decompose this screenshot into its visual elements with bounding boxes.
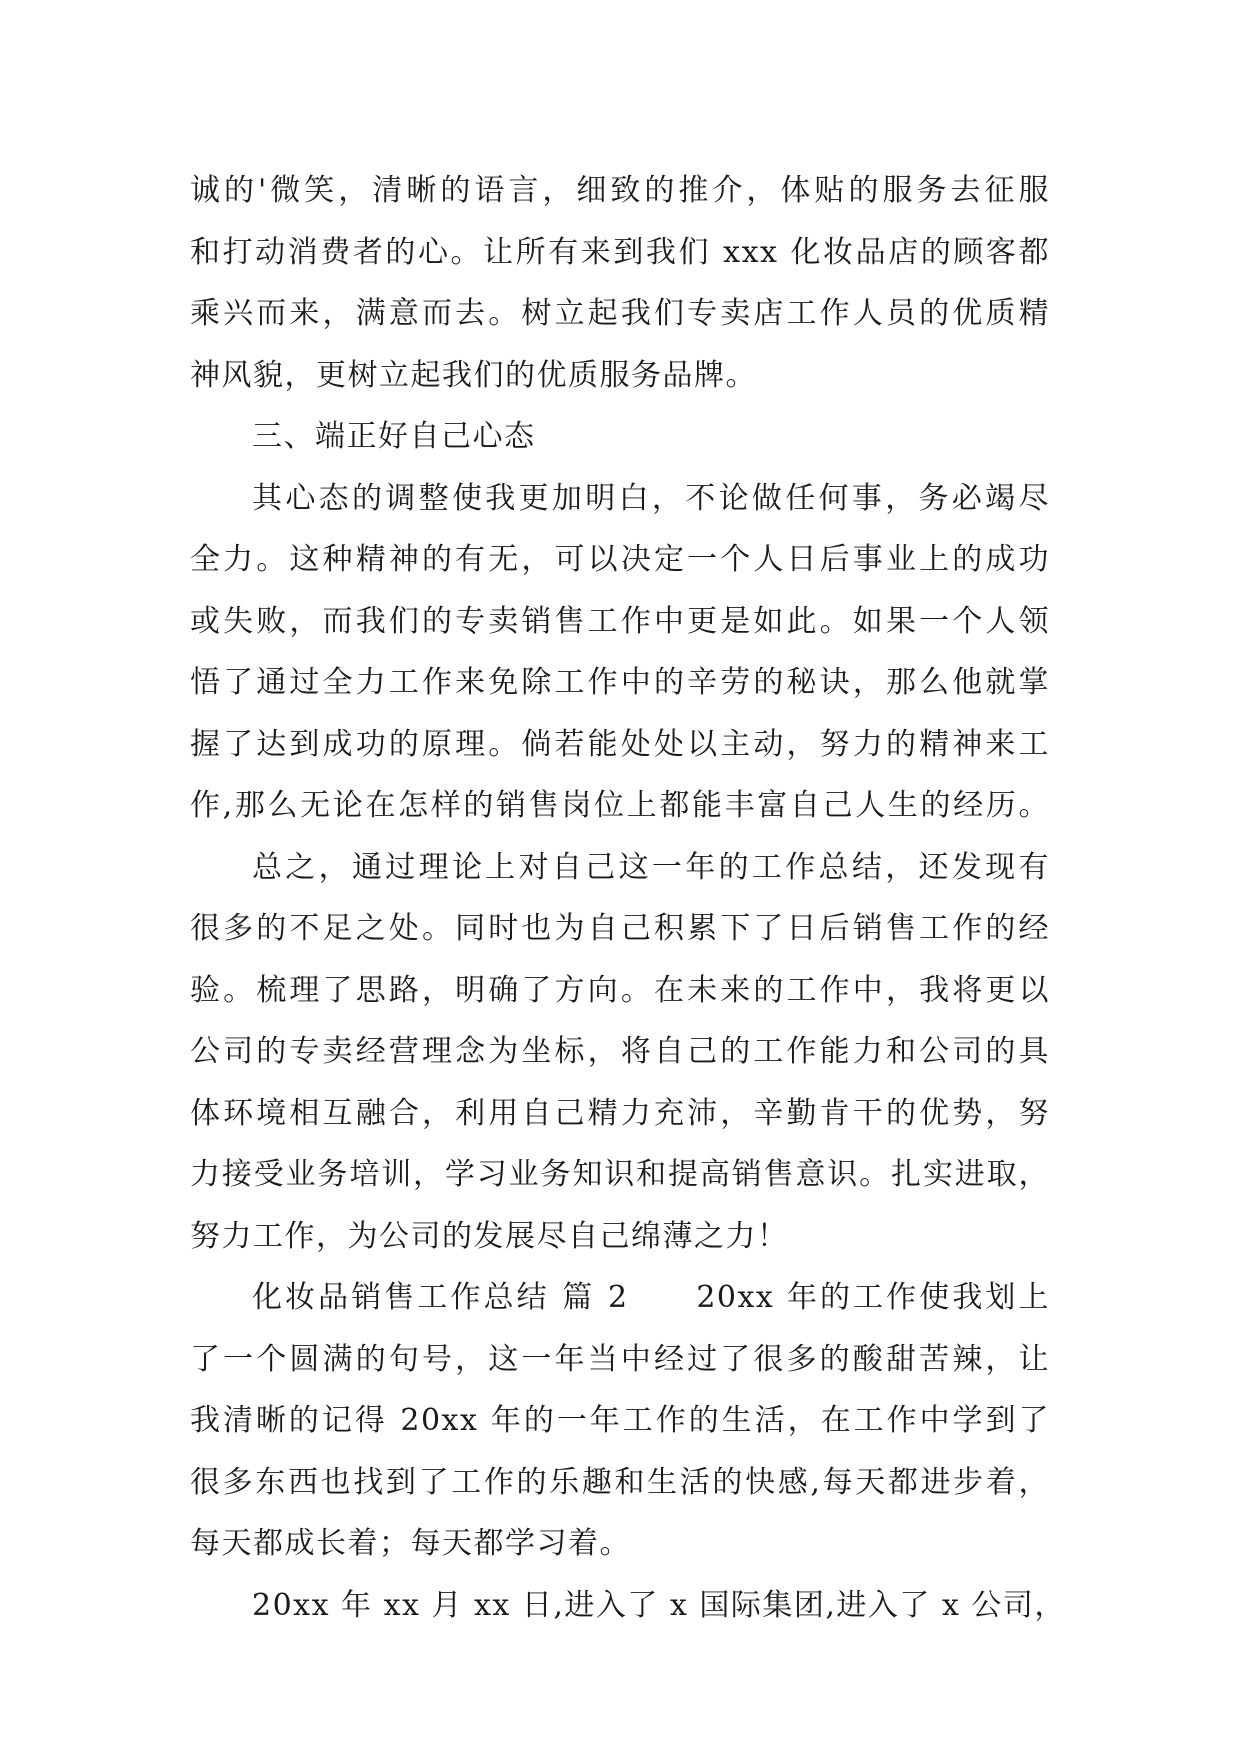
text-line: 力接受业务培训，学习业务知识和提高销售意识。扎实进取， [190,1157,1050,1192]
text-line: 很多的不足之处。同时也为自己积累下了日后销售工作的经 [190,911,1050,946]
text-line: 公司的专卖经营理念为坐标，将自己的工作能力和公司的具 [190,1034,1050,1069]
text-line: 化妆品销售工作总结 篇 2 20xx 年的工作使我划上 [252,1280,1050,1315]
text-line: 作,那么无论在怎样的销售岗位上都能丰富自己人生的经历。 [190,788,1050,823]
text-line: 体环境相互融合，利用自己精力充沛，辛勤肯干的优势，努 [190,1095,1050,1131]
text-line: 乘兴而来，满意而去。树立起我们专卖店工作人员的优质精 [190,296,1050,331]
text-line: 很多东西也找到了工作的乐趣和生活的快感,每天都进步着， [190,1464,1050,1500]
text-line: 神风貌，更树立起我们的优质服务品牌。 [190,357,757,393]
text-line: 握了达到成功的原理。倘若能处处以主动，努力的精神来工 [190,726,1050,762]
text-line: 悟了通过全力工作来免除工作中的辛劳的秘诀，那么他就掌 [190,665,1050,700]
text-line: 或失败，而我们的专卖销售工作中更是如此。如果一个人领 [190,603,1050,639]
text-line: 其心态的调整使我更加明白，不论做任何事，务必竭尽 [252,480,1050,516]
text-line: 每天都成长着；每天都学习着。 [190,1526,631,1561]
text-line: 全力。这种精神的有无，可以决定一个人日后事业上的成功 [190,542,1050,577]
text-line: 努力工作，为公司的发展尽自己绵薄之力！ [190,1218,789,1254]
document-page [190,160,1066,1636]
text-line: 和打动消费者的心。让所有来到我们 xxx 化妆品店的顾客都 [190,234,1050,270]
text-line: 总之，通过理论上对自己这一年的工作总结，还发现有 [252,849,1050,885]
text-line: 验。梳理了思路，明确了方向。在未来的工作中，我将更以 [190,972,1050,1008]
text-line: 诚的'微笑，清晰的语言，细致的推介，体贴的服务去征服 [190,173,1050,208]
text-line: 我清晰的记得 20xx 年的一年工作的生活，在工作中学到了 [190,1403,1050,1438]
text-line: 三、端正好自己心态 [252,419,536,454]
text-line: 了一个圆满的句号，这一年当中经过了很多的酸甜苦辣，让 [190,1341,1050,1377]
text-line: 20xx 年 xx 月 xx 日,进入了 x 国际集团,进入了 x 公司， [252,1587,1066,1623]
